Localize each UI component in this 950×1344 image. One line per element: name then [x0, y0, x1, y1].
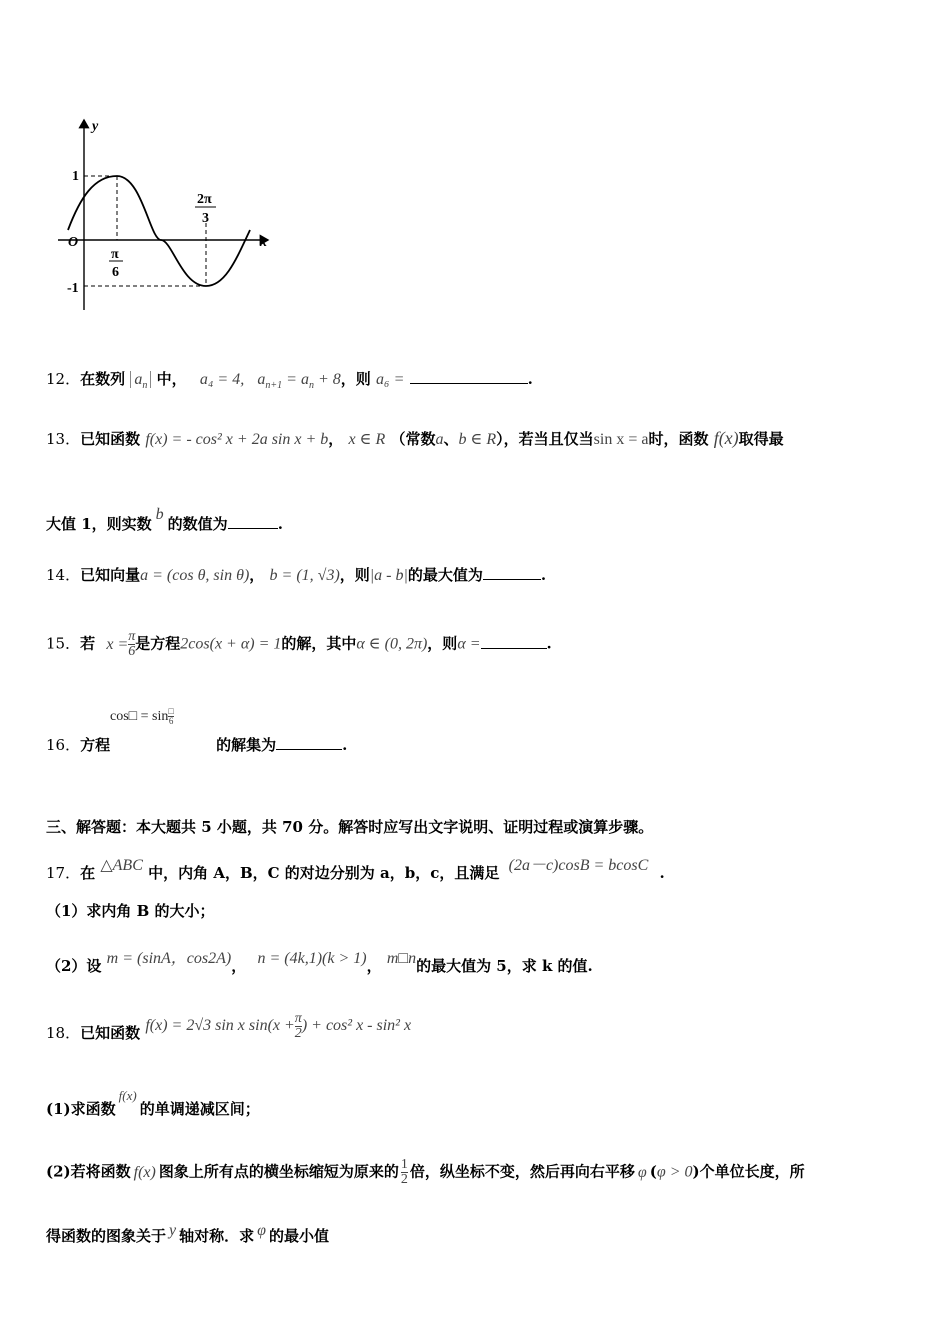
equation: (2a－c)cosB = bcosC	[508, 857, 649, 874]
part: ) + cos² x - sin² x	[301, 1017, 412, 1035]
den: 6	[128, 644, 136, 659]
section-3-heading: 三、解答题：本大题共 5 小题，共 70 分。解答时应写出文字说明、证明过程或演算步骤。	[46, 818, 654, 836]
phi-cond: φ > 0	[656, 1163, 693, 1181]
twopi3-num: 2π	[197, 192, 212, 207]
text: 的解集为	[216, 736, 277, 754]
part: f(x) = 2√3 sin x sin(x +	[145, 1017, 295, 1035]
question-13-cont	[46, 506, 283, 534]
text: 中，内角 A，B，C 的对边分别为 a，b，c，且满足	[148, 864, 500, 882]
q17-part-2	[46, 945, 593, 976]
question-18	[46, 1012, 411, 1043]
var: a	[257, 371, 266, 388]
text: ，	[328, 430, 344, 448]
text: ，	[249, 566, 265, 584]
den: 2	[294, 1026, 302, 1041]
fx: f(x)	[118, 1088, 137, 1103]
text: ，则	[427, 634, 458, 653]
text: ，	[231, 957, 247, 975]
den: 6	[168, 715, 174, 726]
vector-n: n = (4k,1)(k > 1)	[257, 950, 367, 967]
twopi3-den: 3	[202, 211, 209, 226]
pi6-den: 6	[112, 265, 119, 280]
num: 1	[400, 1157, 408, 1172]
y-var: y	[169, 1222, 177, 1239]
text: 是方程	[135, 634, 181, 653]
q-number: 16．	[46, 736, 81, 754]
text: ，则	[339, 566, 370, 584]
text: 已知函数	[80, 1024, 141, 1043]
q18-part-2-cont	[46, 1222, 329, 1246]
q-number: 14．	[46, 566, 81, 584]
text: 在	[80, 864, 96, 882]
one-half	[401, 1158, 408, 1187]
equation: 2cos(x + α) = 1	[180, 635, 282, 653]
text: )个单位长度，所	[692, 1162, 805, 1181]
sub: n	[142, 380, 148, 392]
text: 的单调递减区间；	[139, 1100, 260, 1118]
domain: x ∈ R	[348, 431, 386, 448]
answer-blank[interactable]	[276, 748, 342, 750]
answer-blank[interactable]	[483, 578, 541, 580]
range: α ∈ (0, 2π)	[356, 635, 428, 653]
question-13	[46, 428, 784, 449]
text: （常数	[390, 430, 436, 448]
q-number: 15．	[46, 634, 81, 653]
text: 的解，其中	[281, 634, 357, 653]
text: ，	[366, 957, 382, 975]
q18-part-1	[46, 1088, 260, 1119]
condition-1: a₄ = 4,	[199, 371, 245, 388]
text: 的最小值	[269, 1227, 330, 1245]
num: □	[168, 705, 174, 716]
q-number: 12．	[46, 370, 81, 388]
text: 大值 1，则实数	[46, 515, 152, 533]
pi-over-2	[295, 1012, 302, 1041]
text: 时，函数	[648, 430, 709, 448]
den: 2	[400, 1172, 408, 1187]
fx: f(x)	[133, 1163, 156, 1181]
phi: φ	[257, 1222, 266, 1239]
period: .	[659, 864, 665, 882]
text: (2)若将函数	[46, 1162, 131, 1181]
tick-label-neg1: -1	[67, 281, 79, 296]
sub: n	[308, 380, 314, 392]
vector-b: b = (1, √3)	[269, 567, 340, 584]
text: 若	[80, 634, 96, 653]
phi: φ	[637, 1163, 647, 1181]
sub: n+1	[265, 380, 283, 392]
q-number: 17．	[46, 864, 81, 882]
var: + 8	[313, 371, 341, 388]
answer-blank[interactable]	[410, 382, 528, 384]
vector-m: m = (sinA，cos2A)	[106, 950, 232, 967]
y-axis-label: y	[92, 119, 99, 134]
text: (1)求函数	[46, 1100, 116, 1118]
answer-blank[interactable]	[228, 527, 278, 529]
q18-part-2	[46, 1158, 805, 1187]
pi6-num: π	[111, 247, 119, 262]
function-expr	[145, 1011, 412, 1041]
text: ），若当且仅当	[496, 430, 594, 448]
question-12	[46, 368, 533, 391]
tick-label-1: 1	[72, 169, 79, 184]
question-16-eq	[110, 706, 174, 726]
origin-label: O	[68, 235, 79, 250]
period: .	[277, 515, 283, 533]
var: = a	[282, 371, 309, 388]
q-number: 13．	[46, 430, 81, 448]
seq-symbol	[130, 371, 151, 392]
text: 得函数的图象关于	[46, 1227, 167, 1245]
num: π	[128, 629, 136, 644]
answer-blank[interactable]	[481, 647, 547, 649]
period: .	[540, 566, 547, 584]
sine-graph	[50, 110, 280, 320]
frac	[168, 707, 173, 726]
x-eq: x =	[106, 635, 129, 653]
abs-expr: |a - b|	[369, 567, 408, 584]
var: a	[134, 371, 143, 388]
text: (	[649, 1162, 657, 1181]
q17-part-1: （1）求内角 B 的大小；	[46, 902, 215, 920]
question-17	[46, 852, 665, 883]
text: 图象上所有点的横坐标缩短为原来的	[158, 1162, 399, 1181]
period: .	[527, 370, 533, 388]
text: （2）设	[46, 957, 102, 975]
text: 已知函数	[80, 430, 141, 448]
question-16	[46, 734, 347, 755]
period: .	[342, 736, 348, 754]
fx: f(x)	[713, 428, 739, 448]
text: 、	[443, 430, 459, 448]
condition-2	[257, 371, 341, 392]
question-15	[46, 630, 552, 659]
triangle: △ABC	[100, 857, 143, 874]
text: 的数值为	[167, 515, 228, 533]
alpha: α =	[457, 635, 481, 653]
vector-a: a = (cos θ, sin θ)	[140, 567, 250, 584]
equation: cos□ = sin	[110, 709, 169, 724]
text: 已知向量	[80, 566, 141, 584]
text: 方程	[80, 736, 111, 754]
x-axis-label: x	[260, 235, 267, 250]
num: π	[294, 1011, 302, 1026]
text: 轴对称．求	[179, 1227, 255, 1245]
var-a: a	[435, 431, 444, 448]
condition: sin x = a	[593, 431, 649, 448]
question-14	[46, 564, 546, 585]
a6: a₆ =	[376, 371, 405, 388]
text: 倍，纵坐标不变，然后再向右平移	[409, 1162, 635, 1181]
sine-curve	[68, 176, 250, 286]
text: 的最大值为	[407, 566, 483, 584]
q-number: 18．	[46, 1024, 81, 1043]
var-b: b	[155, 506, 164, 523]
dot-product: m□n	[386, 950, 417, 967]
period: .	[546, 634, 552, 653]
text: 在数列	[80, 370, 126, 388]
text: 中，	[156, 370, 187, 388]
text: ，则	[340, 370, 371, 388]
text: 的最大值为 5，求 k 的值.	[416, 957, 593, 975]
var-b: b ∈ R	[458, 431, 497, 448]
function-expr: f(x) = - cos² x + 2a sin x + b	[145, 431, 329, 448]
text: 取得最	[738, 430, 784, 448]
